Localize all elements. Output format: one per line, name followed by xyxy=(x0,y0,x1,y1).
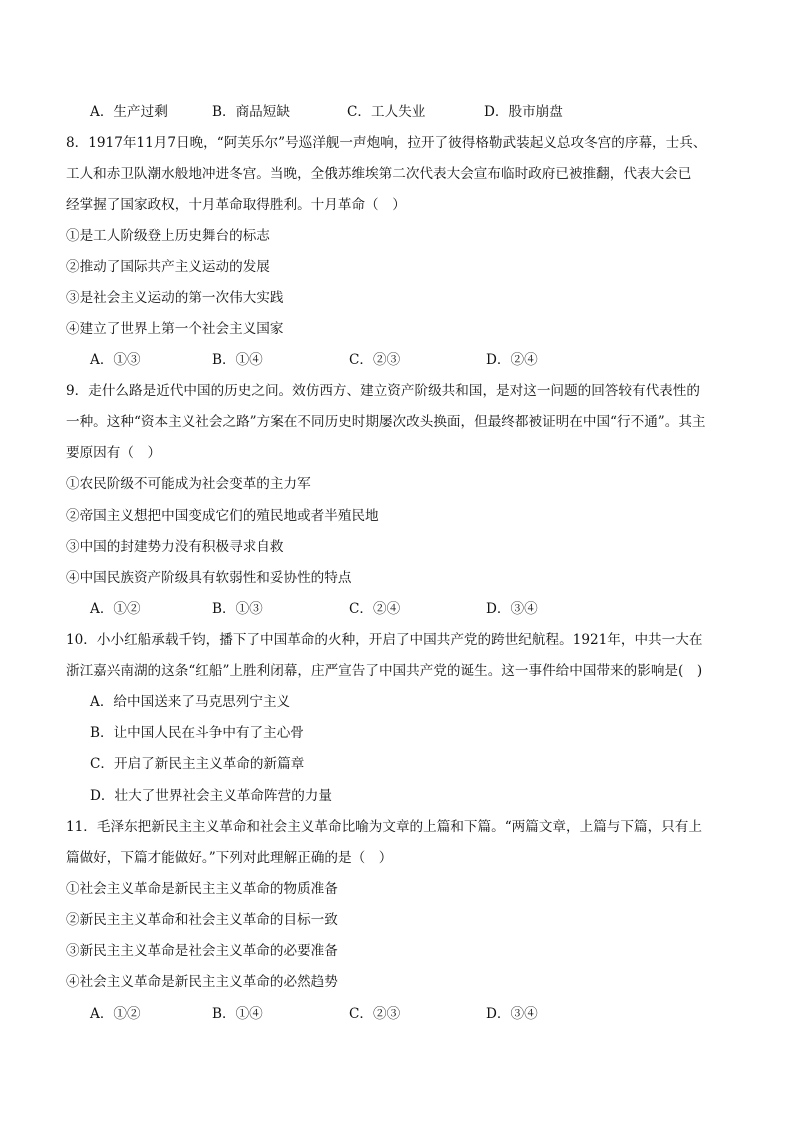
q8-statement-3: ③是社会主义运动的第一次伟大实践 xyxy=(66,290,284,306)
q9-statement-4: ④中国民族资产阶级具有软弱性和妥协性的特点 xyxy=(66,570,352,586)
q8-stem-line-3: 经掌握了国家政权，十月革命取得胜利。十月革命（ ） xyxy=(66,197,406,213)
q8-statement-1: ①是工人阶级登上历史舞台的标志 xyxy=(66,228,270,244)
q10-option-c[interactable]: C．开启了新民主主义革命的新篇章 xyxy=(90,756,305,772)
q8-stem-line-2: 工人和赤卫队潮水般地冲进冬宫。当晚，全俄苏维埃第二次代表大会宣布临时政府已被推翻，代表大会已 xyxy=(66,166,692,182)
q11-option-b[interactable]: B．①④ xyxy=(212,1006,263,1022)
q10-option-a[interactable]: A．给中国送来了马克思列宁主义 xyxy=(90,694,291,710)
q8-option-a[interactable]: A．①③ xyxy=(90,352,141,368)
q11-option-d[interactable]: D．③④ xyxy=(486,1006,538,1022)
q9-statement-3: ③中国的封建势力没有积极寻求自救 xyxy=(66,539,284,555)
q10-stem-line-2: 浙江嘉兴南湖的这条“红船”上胜利闭幕，庄严宣告了中国共产党的诞生。这一事件给中国带来的影响是( ) xyxy=(66,663,703,679)
q8-option-d[interactable]: D．②④ xyxy=(486,352,538,368)
q11-option-a[interactable]: A．①② xyxy=(90,1006,141,1022)
q9-option-c[interactable]: C．②④ xyxy=(349,601,401,617)
q11-statement-1: ①社会主义革命是新民主主义革命的物质准备 xyxy=(66,881,338,897)
q11-option-c[interactable]: C．②③ xyxy=(349,1006,401,1022)
q10-option-b[interactable]: B．让中国人民在斗争中有了主心骨 xyxy=(90,725,304,741)
q9-option-d[interactable]: D．③④ xyxy=(486,601,538,617)
q9-stem-line-1: 9．走什么路是近代中国的历史之问。效仿西方、建立资产阶级共和国，是对这一问题的回答较有代表性的 xyxy=(66,383,700,399)
q7-option-a[interactable]: A．生产过剩 xyxy=(90,104,168,120)
q10-option-d[interactable]: D．壮大了世界社会主义革命阵营的力量 xyxy=(90,788,332,804)
q11-stem-line-1: 11．毛泽东把新民主主义革命和社会主义革命比喻为文章的上篇和下篇。“两篇文章，上篇与下篇，只有上 xyxy=(66,819,702,835)
q7-option-b[interactable]: B．商品短缺 xyxy=(212,104,290,120)
q9-stem-line-2: 一种。这种“资本主义社会之路”方案在不同历史时期屡次改头换面，但最终都被证明在中国“行不通”。其主 xyxy=(66,414,706,430)
q7-option-c[interactable]: C．工人失业 xyxy=(347,104,426,120)
q10-stem-line-1: 10．小小红船承载千钧，播下了中国革命的火种，开启了中国共产党的跨世纪航程。1921年，中共一大在 xyxy=(66,632,703,648)
q11-stem-line-2: 篇做好，下篇才能做好。”下列对此理解正确的是（ ） xyxy=(66,850,393,866)
q9-statement-2: ②帝国主义想把中国变成它们的殖民地或者半殖民地 xyxy=(66,508,379,524)
q8-stem-line-1: 8．1917年11月7日晚，“阿芙乐尔”号巡洋舰一声炮响，拉开了彼得格勒武装起义总攻冬宫的序幕，士兵、 xyxy=(66,135,707,151)
q9-stem-line-3: 要原因有（ ） xyxy=(66,445,162,461)
q8-statement-4: ④建立了世界上第一个社会主义国家 xyxy=(66,321,284,337)
q8-option-c[interactable]: C．②③ xyxy=(349,352,401,368)
q9-statement-1: ①农民阶级不可能成为社会变革的主力军 xyxy=(66,476,311,492)
q11-statement-3: ③新民主主义革命是社会主义革命的必要准备 xyxy=(66,943,338,959)
q9-option-a[interactable]: A．①② xyxy=(90,601,141,617)
q8-option-b[interactable]: B．①④ xyxy=(212,352,263,368)
q9-option-b[interactable]: B．①③ xyxy=(212,601,263,617)
q11-statement-4: ④社会主义革命是新民主主义革命的必然趋势 xyxy=(66,974,338,990)
q7-option-d[interactable]: D．股市崩盘 xyxy=(484,104,563,120)
q11-statement-2: ②新民主主义革命和社会主义革命的目标一致 xyxy=(66,912,338,928)
q8-statement-2: ②推动了国际共产主义运动的发展 xyxy=(66,259,270,275)
